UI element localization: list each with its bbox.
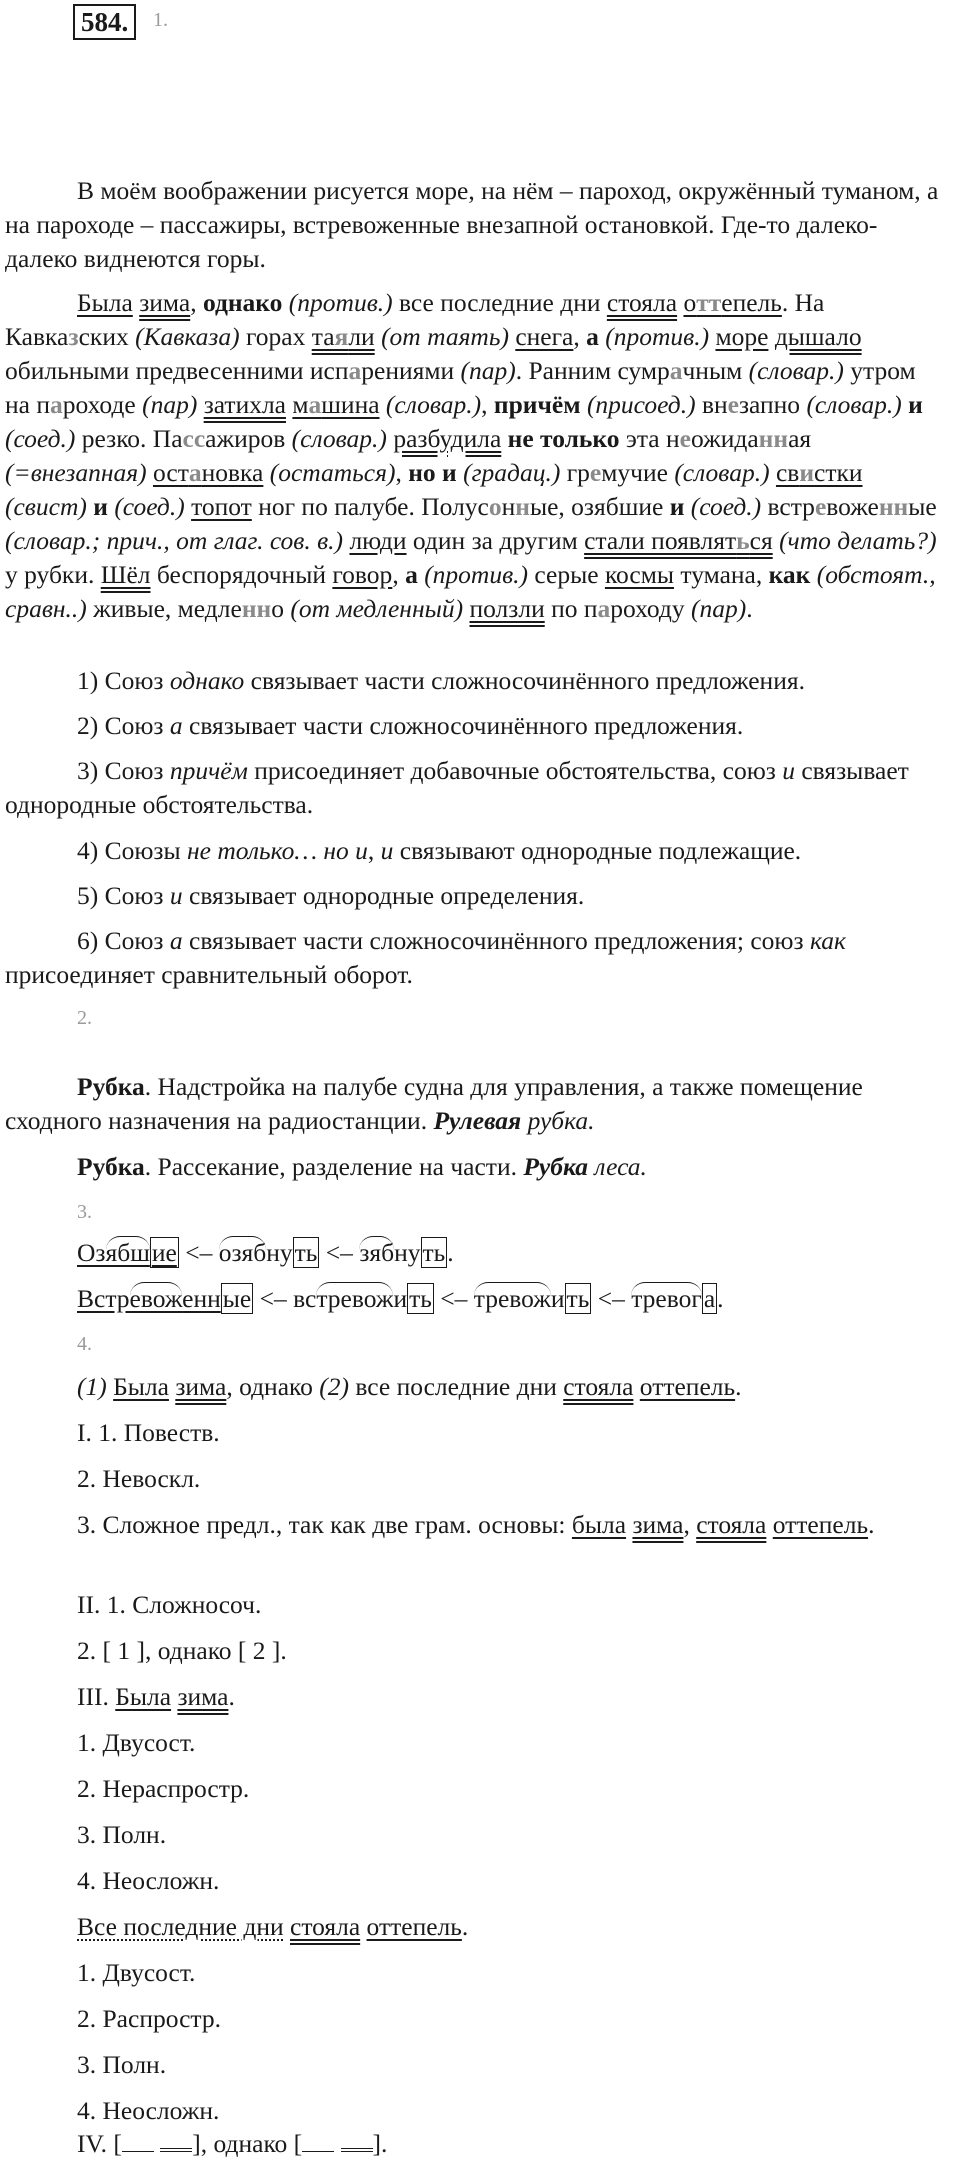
parse-line-11: Все последние дни стояла оттепель. xyxy=(77,1912,469,1941)
analysis-item-6: 6) Союз а связывает части сложносочинённого предложения; союз как присоединяет сравнительный оборот. xyxy=(5,926,846,989)
definition-2-term: Рубка xyxy=(77,1152,145,1181)
parse-line-15: 4. Неосложн. xyxy=(77,2096,220,2125)
parse-line-3: 3. Сложное предл., так как две грам. основы: была зима, стояла оттепель. xyxy=(77,1510,875,1539)
analysis-item-5: 5) Союз и связывает однородные определения. xyxy=(77,881,585,910)
part-4-marker: 4. xyxy=(77,1333,92,1355)
parse-line-8: 2. Нераспростр. xyxy=(77,1774,250,1803)
analysis-item-4: 4) Союзы не только… но и, и связывают однородные подлежащие. xyxy=(77,836,802,865)
parse-sentence: (1) Была зима, однако (2) все последние дни стояла оттепель. xyxy=(77,1372,742,1401)
part-1-marker: 1. xyxy=(153,9,168,31)
part-3-marker: 3. xyxy=(77,1201,92,1223)
parse-line-7: 1. Двусост. xyxy=(77,1728,196,1757)
analysis-item-2: 2) Союз а связывает части сложносочинённого предложения. xyxy=(77,711,744,740)
definition-1-term: Рубка xyxy=(77,1072,145,1101)
analysis-item-1: 1) Союз однако связывает части сложносочинённого предложения. xyxy=(77,666,805,695)
part-2-marker: 2. xyxy=(77,1007,92,1029)
word-derivation-1: Озябшие <– озябнуть <– зябнуть. xyxy=(77,1238,454,1267)
parse-line-2: 2. Невоскл. xyxy=(77,1464,201,1493)
exercise-number: 584. xyxy=(73,4,136,40)
parse-line-10: 4. Неосложн. xyxy=(77,1866,220,1895)
parse-line-9: 3. Полн. xyxy=(77,1820,167,1849)
definition-1: Рубка. Надстройка на палубе судна для управления, а также помещение сходного назначения на радиостанции. Рулевая рубка. xyxy=(5,1072,863,1135)
parse-line-5: 2. [ 1 ], однако [ 2 ]. xyxy=(77,1636,287,1665)
parse-line-4: II. 1. Сложносоч. xyxy=(77,1590,262,1619)
parse-line-6: III. Была зима. xyxy=(77,1682,235,1711)
parse-line-12: 1. Двусост. xyxy=(77,1958,196,1987)
analysis-item-3: 3) Союз причём присоединяет добавочные обстоятельства, союз и связывает однородные обстоятельства. xyxy=(5,756,909,819)
parse-line-13: 2. Распростр. xyxy=(77,2004,221,2033)
intro-paragraph: В моём воображении рисуется море, на нём – пароход, окружённый туманом, а на пароходе – пассажиры, встревоженные внезапной остановкой. Где-то далеко-далеко виднеются горы. xyxy=(5,176,939,273)
word-derivation-2: Встревоженные <– встревожить <– тревожить <– тревога. xyxy=(77,1284,724,1313)
parse-line-1: I. 1. Повеств. xyxy=(77,1418,220,1447)
parsed-text-paragraph: Была зима, однако (против.) все последние дни стояла оттепель. На Кавказских (Кавказа) горах таяли (от таять) снега, а (против.) море дышало обильными предвесенними испарениями (пар). Ранним сумрачным (словар.) утром на пароходе (пар) затихла машина (словар.), причём (присоед.) внезапно (словар.) и (соед.) резко. Пассажиров (словар.) разбудила не только эта неожиданная (=внезапная) остановка (остаться), но и (градац.) гремучие (словар.) свистки (свист) и (соед.) топот ног по палубе. Полусонные, озябшие и (соед.) встревоженные (словар.; прич., от глаг. сов. в.) люди один за другим стали появляться (что делать?) у рубки. Шёл беспорядочный говор, а (против.) серые космы тумана, как (обстоят., сравн..) живые, медленно (от медленный) ползли по пароходу (пар). xyxy=(5,288,937,623)
definition-2: Рубка. Рассекание, разделение на части. Рубка леса. xyxy=(77,1152,647,1181)
parse-scheme: IV. [ ], однако [ ]. xyxy=(77,2126,960,2161)
parse-line-14: 3. Полн. xyxy=(77,2050,167,2079)
